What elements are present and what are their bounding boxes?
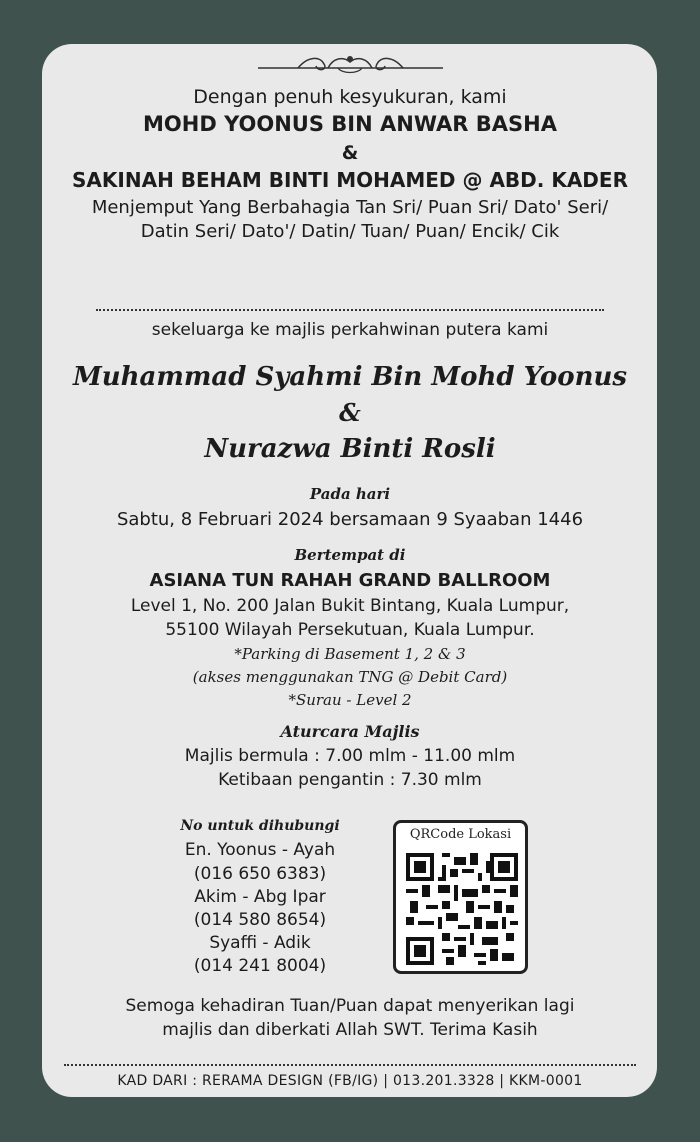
qr-label: QRCode Lokasi — [409, 827, 512, 842]
program-start: Majlis bermula : 7.00 mlm - 11.00 mlm — [184, 746, 516, 766]
divider-dotted-top — [96, 309, 604, 311]
contact-name: Syaffi - Adik — [209, 933, 311, 953]
groom-name: Muhammad Syahmi Bin Mohd Yoonus — [72, 362, 628, 392]
contact-phone: (014 580 8654) — [193, 910, 327, 930]
couple-ampersand: & — [339, 398, 361, 427]
flourish-ornament — [258, 50, 443, 80]
bride-name: Nurazwa Binti Rosli — [204, 434, 496, 464]
qr-location-box[interactable] — [393, 820, 528, 974]
access-note: (akses menggunakan TNG @ Debit Card) — [192, 668, 508, 686]
contact-phone: (016 650 6383) — [193, 864, 327, 884]
contact-name: Akim - Abg Ipar — [194, 887, 326, 907]
program-arrival: Ketibaan pengantin : 7.30 mlm — [218, 770, 482, 790]
date-text: Sabtu, 8 Februari 2024 bersamaan 9 Syaaban 1446 — [116, 509, 584, 530]
family-line: sekeluarga ke majlis perkahwinan putera kami — [151, 320, 549, 340]
venue-name: ASIANA TUN RAHAH GRAND BALLROOM — [149, 570, 551, 591]
closing-line-2: majlis dan diberkati Allah SWT. Terima Kasih — [162, 1020, 538, 1040]
contact-heading: No untuk dihubungi — [180, 818, 340, 834]
surau-note: *Surau - Level 2 — [288, 691, 412, 709]
host-mother-name: SAKINAH BEHAM BINTI MOHAMED @ ABD. KADER — [72, 168, 628, 192]
divider-dotted-bottom — [64, 1064, 636, 1066]
invite-line-2: Datin Seri/ Dato'/ Datin/ Tuan/ Puan/ Encik/ Cik — [140, 221, 560, 242]
parking-note: *Parking di Basement 1, 2 & 3 — [234, 645, 466, 663]
qr-code-icon[interactable] — [406, 853, 518, 965]
venue-heading: Bertempat di — [294, 546, 406, 564]
invite-line-1: Menjemput Yang Berbahagia Tan Sri/ Puan Sri/ Dato' Seri/ — [91, 197, 609, 218]
contact-phone: (014 241 8004) — [193, 956, 327, 976]
closing-line-1: Semoga kehadiran Tuan/Puan dapat menyerikan lagi — [125, 996, 575, 1016]
date-heading: Pada hari — [309, 485, 391, 503]
host-father-name: MOHD YOONUS BIN ANWAR BASHA — [143, 112, 557, 136]
intro-text: Dengan penuh kesyukuran, kami — [193, 86, 507, 108]
footer-credit: KAD DARI : RERAMA DESIGN (FB/IG) | 013.201.3328 | KKM-0001 — [117, 1073, 583, 1089]
venue-address-1: Level 1, No. 200 Jalan Bukit Bintang, Kuala Lumpur, — [130, 596, 570, 616]
program-heading: Aturcara Majlis — [280, 722, 420, 741]
contact-name: En. Yoonus - Ayah — [184, 840, 336, 860]
host-ampersand: & — [341, 142, 359, 164]
venue-address-2: 55100 Wilayah Persekutuan, Kuala Lumpur. — [165, 620, 535, 640]
